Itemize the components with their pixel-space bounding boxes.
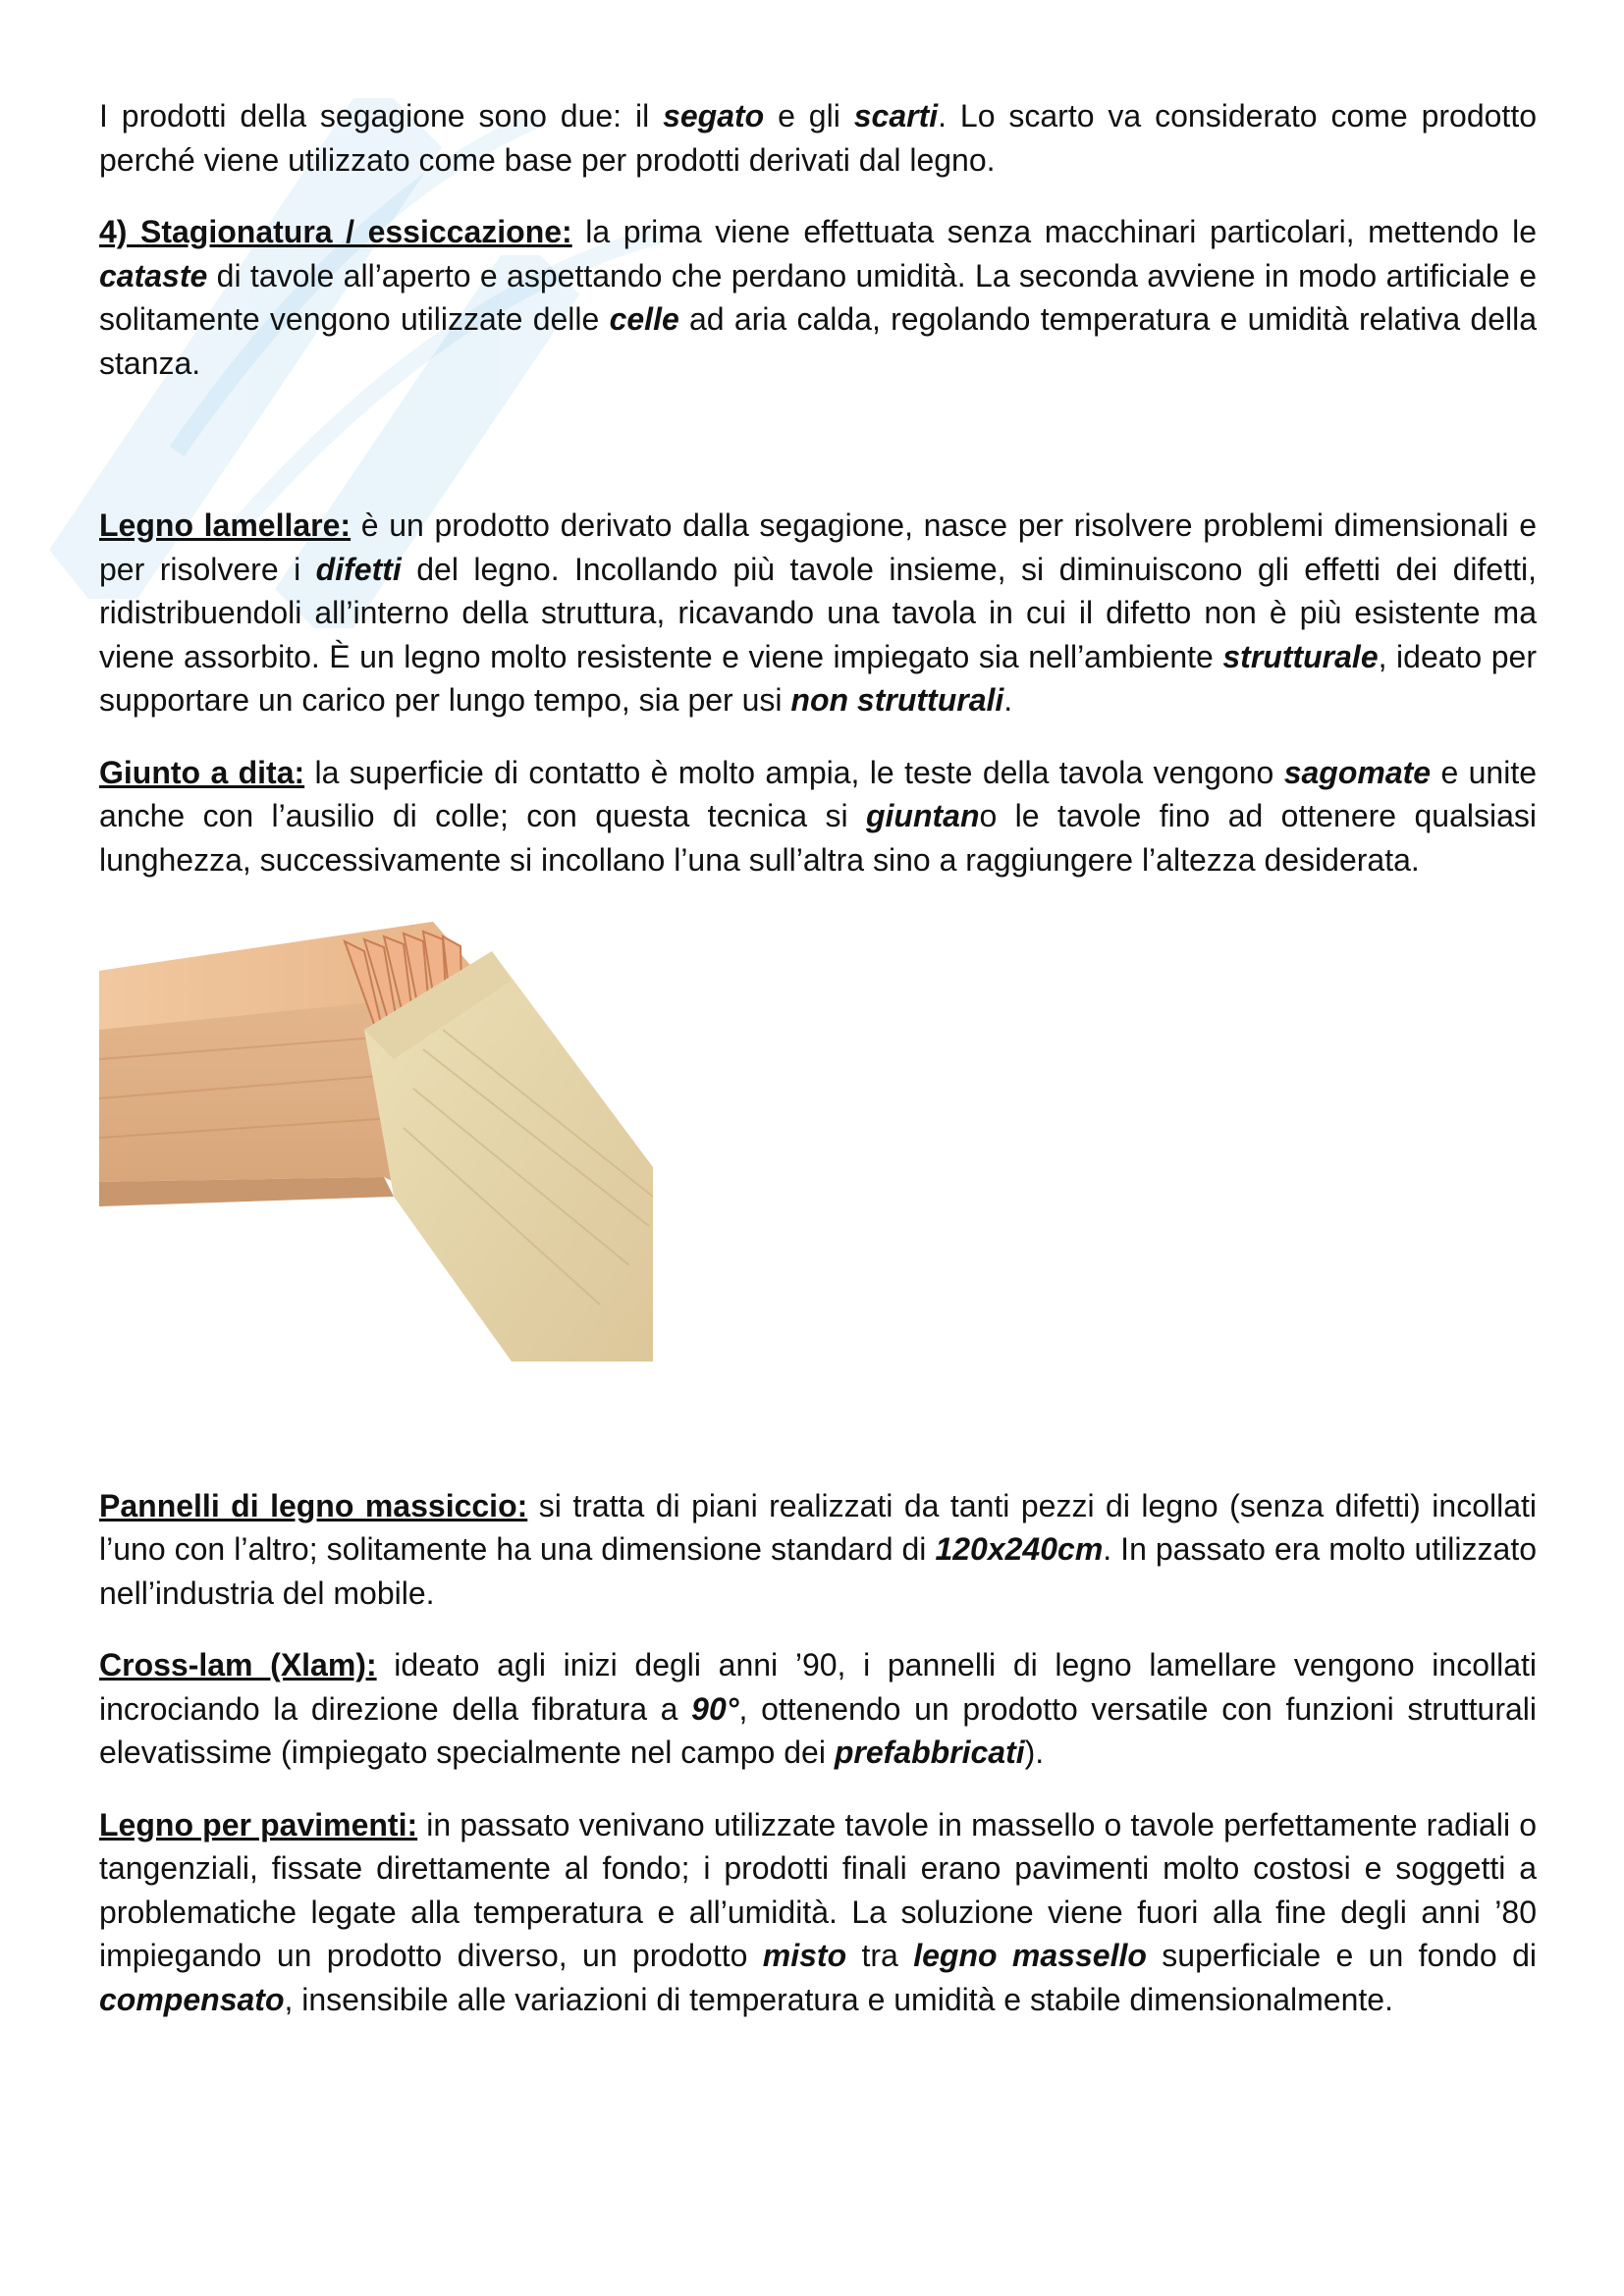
paragraph-cross-lam: Cross-lam (Xlam): ideato agli inizi degli anni ’90, i pannelli di legno lamellare vengono incollati incrociando la direzione della fibratura a 90°, ottenendo un prodotto versatile con funzioni strutturali elevatissime (impiegato specialmente nel campo dei prefabbricati). <box>99 1647 1538 1770</box>
paragraph-giunto-a-dita: Giunto a dita: la superficie di contatto è molto ampia, le teste della tavola vengono sagomate e unite anche con l’ausilio di colle; con questa tecnica si giuntano le tavole fino ad ottenere qualsiasi lunghezza, successivamente si incollano l’una sull’altra sino a raggiungere l’altezza desiderata. <box>99 754 1538 878</box>
document-body <box>99 94 1537 2050</box>
paragraph-segagione: I prodotti della segagione sono due: il segato e gli scarti. Lo scarto va considerato come prodotto perché viene utilizzato come base per prodotti derivati dal legno. <box>99 98 1538 178</box>
paragraph-legno-lamellare: Legno lamellare: è un prodotto derivato dalla segagione, nasce per risolvere problemi dimensionali e per risolvere i difetti del legno. Incollando più tavole insieme, si diminuiscono gli effetti dei difetti, ridistribuendoli all’interno della struttura, ricavando una tavola in cui il difetto non è più esistente ma viene assorbito. È un legno molto resistente e viene impiegato sia nell’ambiente strutturale, ideato per supportare un carico per lungo tempo, sia per usi non strutturali. <box>99 507 1538 718</box>
section-heading: 4) Stagionatura / essiccazione: <box>99 214 572 249</box>
paragraph-pannelli: Pannelli di legno massiccio: si tratta di piani realizzati da tanti pezzi di legno (senza difetti) incollati l’uno con l’altro; solitamente ha una dimensione standard di 120x240cm. In passato era molto utilizzato nell’industria del mobile. <box>99 1487 1538 1611</box>
section-heading: Legno lamellare: <box>99 507 352 543</box>
finger-joint-image <box>99 912 653 1362</box>
section-heading: Giunto a dita: <box>99 754 305 790</box>
section-heading: Legno per pavimenti: <box>99 1806 418 1842</box>
paragraph-stagionatura: 4) Stagionatura / essiccazione: la prima viene effettuata senza macchinari particolari, mettendo le cataste di tavole all’aperto e aspettando che perdano umidità. La seconda avviene in modo artificiale e solitamente vengono utilizzate delle celle ad aria calda, regolando temperatura e umidità relativa della stanza. <box>99 214 1538 381</box>
section-heading: Pannelli di legno massiccio: <box>99 1487 528 1523</box>
section-heading: Cross-lam (Xlam): <box>99 1647 377 1682</box>
paragraph-pavimenti: Legno per pavimenti: in passato venivano utilizzate tavole in massello o tavole perfettamente radiali o tangenziali, fissate direttamente al fondo; i prodotti finali erano pavimenti molto costosi e soggetti a problematiche legate alla temperatura e all’umidità. La soluzione viene fuori alla fine degli anni ’80 impiegando un prodotto diverso, un prodotto misto tra legno massello superficiale e un fondo di compensato, insensibile alle variazioni di temperatura e umidità e stabile dimensionalmente. <box>99 1806 1538 2017</box>
